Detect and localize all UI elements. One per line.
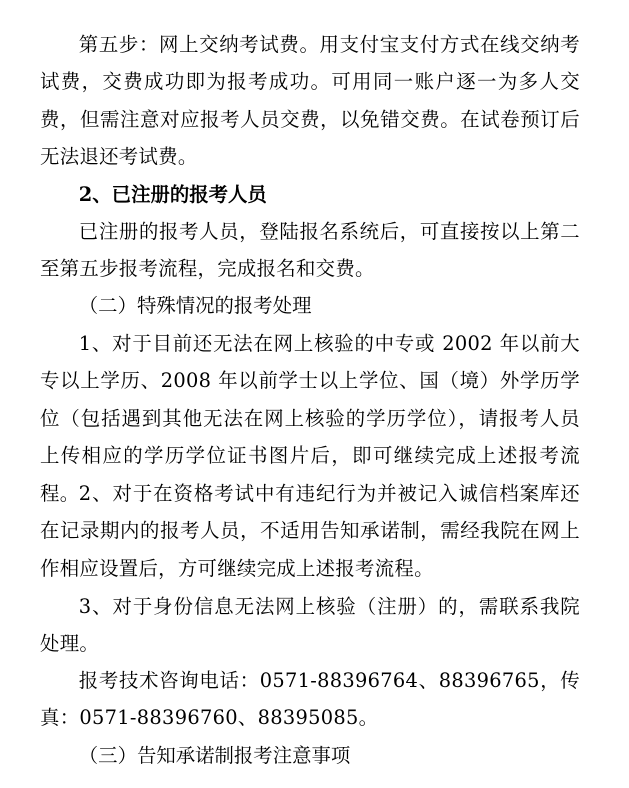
special-case-item-2: 2、对于在资格考试中有违纪行为并被记入诚信档案库还在记录期内的报考人员，不适用告知承诺制，需经我院在网上作相应设置后，方可继续完成上述报考流程。 bbox=[40, 482, 580, 580]
special-case-item-1: 1、对于目前还无法在网上核验的中专或 2002 年以前大专以上学历、2008 年以前学士以上学位、国（境）外学历学位（包括遇到其他无法在网上核验的学历学位），请报考人员上传相应的学历学位证书图片后，即可继续完成上述报考流程。 bbox=[40, 332, 580, 505]
heading-registered-applicants: 2、已注册的报考人员 bbox=[78, 183, 267, 206]
heading-commitment-notice: （三）告知承诺制报考注意事项 bbox=[78, 744, 351, 767]
contact-info-paragraph: 报考技术咨询电话：0571-88396764、88396765，传真：0571-88396760、88395085。 bbox=[40, 669, 580, 730]
special-case-item-3: 3、对于身份信息无法网上核验（注册）的，需联系我院处理。 bbox=[40, 595, 580, 656]
heading-special-cases: （二）特殊情况的报考处理 bbox=[78, 294, 312, 317]
registered-applicants-paragraph: 已注册的报考人员，登陆报名系统后，可直接按以上第二至第五步报考流程，完成报名和交费。 bbox=[40, 220, 580, 281]
step5-paragraph: 第五步：网上交纳考试费。用支付宝支付方式在线交纳考试费，交费成功即为报考成功。可用同一账户逐一为多人交费，但需注意对应报考人员交费，以免错交费。在试卷预订后无法退还考试费。 bbox=[40, 33, 580, 169]
